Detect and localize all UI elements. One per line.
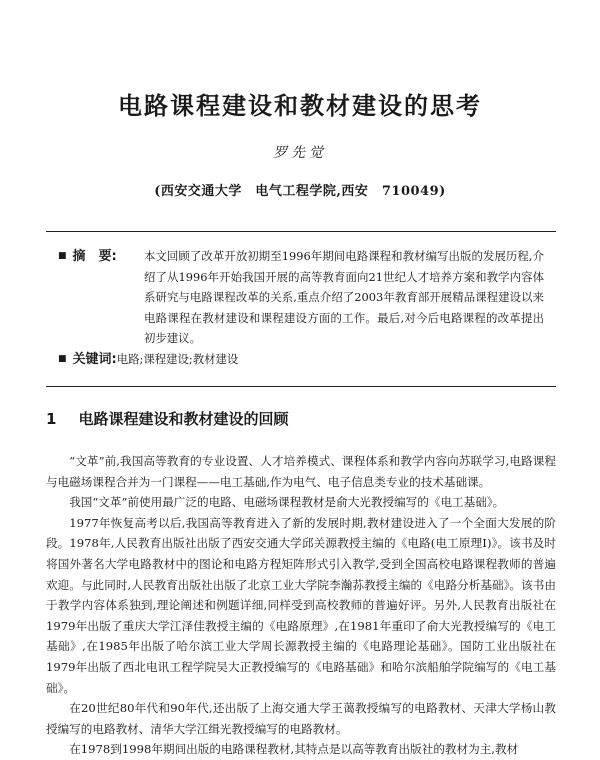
- abstract-heading: ■ 摘 要:: [58, 249, 117, 264]
- abstract-label: 摘 要: [72, 249, 112, 264]
- keywords-line: ■ 关键词:电路;课程建设;教材建设: [58, 352, 239, 367]
- author-affiliation: (西安交通大学 电气工程学院,西安 710049): [154, 184, 446, 199]
- section-number: 1: [46, 410, 57, 428]
- paragraph: 我国“文革”前使用最广泛的电路、电磁场课程教材是俞大光教授编写的《电工基础》。: [69, 495, 505, 510]
- abstract-text: 本文回顾了改革开放初期至1996年期间电路课程和教材编写出版的发展历程,介绍了从1996年开始我国开展的高等教育面向21世纪人才培养方案和教学内容体系研究与电路课程改革的关系,重点介绍了2003年教育部开展精品课程建设以来电路课程在教材建设和课程建设方面的工作。最后,对今后电路课程的改革提出初步建议。: [144, 249, 544, 345]
- author-name: 罗先觉: [273, 145, 327, 161]
- square-bullet-icon: ■: [58, 251, 67, 261]
- paragraph: 在1978到1998年期间出版的电路课程教材,其特点是以高等教育出版社的教材为主,教材: [69, 742, 519, 757]
- abstract-bottom-rule: [46, 386, 556, 387]
- abstract-top-rule: [46, 231, 556, 232]
- square-bullet-icon: ■: [58, 354, 67, 364]
- keywords-text: 电路;课程建设;教材建设: [116, 352, 239, 366]
- paragraph: 在20世纪80年代和90年代,还出版了上海交通大学王蔼教授编写的电路教材、天津大学杨山教授编写的电路教材、清华大学江缉光教授编写的电路教材。: [46, 701, 556, 736]
- paper-title: 电路课程建设和教材建设的思考: [118, 92, 482, 120]
- section-heading: [46, 408, 288, 429]
- abstract-block: [58, 246, 548, 367]
- body-text: [46, 451, 556, 760]
- section-title: 电路课程建设和教材建设的回顾: [78, 410, 289, 428]
- keywords-label: 关键词: [72, 352, 112, 367]
- paragraph: “文革”前,我国高等教育的专业设置、人才培养模式、课程体系和教学内容向苏联学习,电路课程与电磁场课程合并为一门课程——电工基础,作为电气、电子信息类专业的技术基础课。: [46, 454, 556, 489]
- paragraph: 1977年恢复高考以后,我国高等教育进入了新的发展时期,教材建设进入了一个全面大发展的阶段。1978年,人民教育出版社出版了西安交通大学邱关源教授主编的《电路(电工原理Ⅰ)》。该书及时将国外著名大学电路教材中的图论和电路方程矩阵形式引入教学,受到全国高校电路课程教师的普遍欢迎。与此同时,人民教育出版社出版了北京工业大学院李瀚荪教授主编的《电路分析基础》。该书由于教学内容体系独到,理论阐述和例题详细,同样受到高校教师的普遍好评。另外,人民教育出版社在1979年出版了重庆大学江泽佳教授主编的《电路原理》,在1981年重印了俞大光教授编写的《电工基础》,在1985年出版了哈尔滨工业大学周长源教授主编的《电路理论基础》。国防工业出版社在1979年出版了西北电讯工程学院吴大正教授编写的《电路基础》和哈尔滨船舶学院编写的《电工基础》。: [46, 515, 556, 695]
